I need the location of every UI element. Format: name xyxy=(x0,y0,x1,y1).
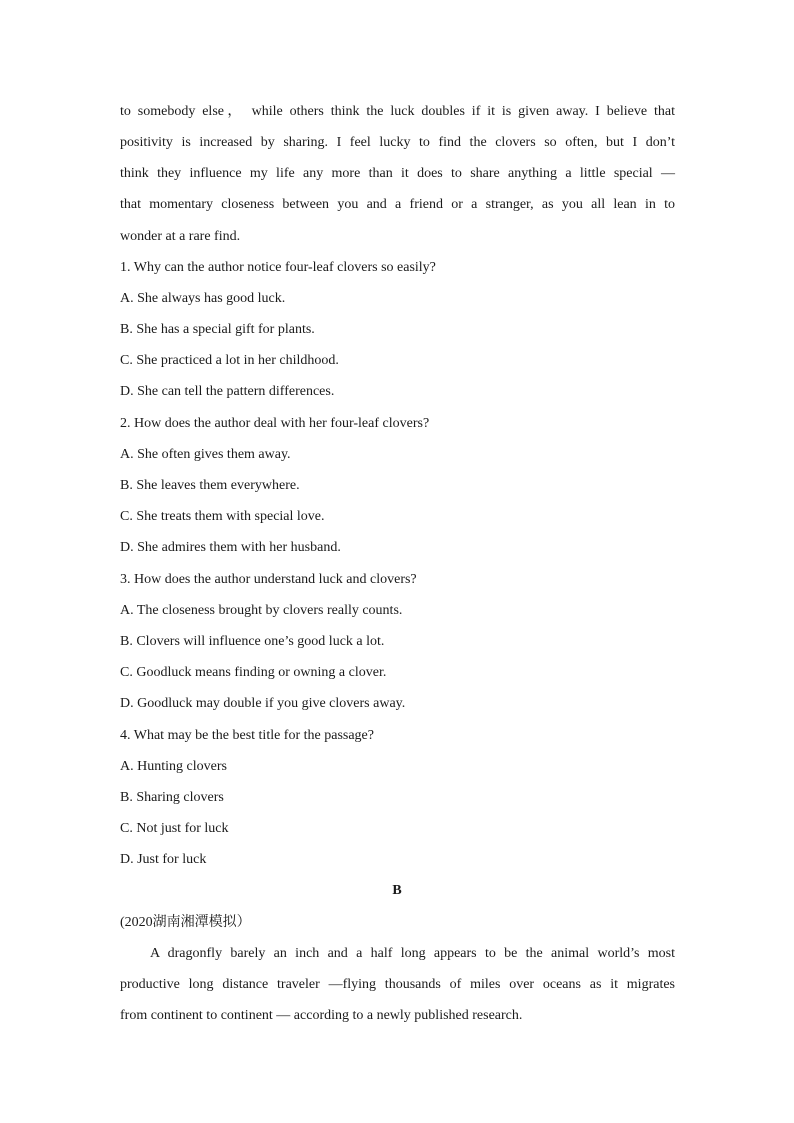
passage-a-line: think they influence my life any more than it does to share anything a little special — xyxy=(120,166,675,181)
answer-option: C. She treats them with special love. xyxy=(120,509,325,524)
answer-option: C. Goodluck means finding or owning a clover. xyxy=(120,665,387,680)
answer-option: B. She leaves them everywhere. xyxy=(120,478,300,493)
answer-option: C. She practiced a lot in her childhood. xyxy=(120,353,339,368)
passage-b-line: productive long distance traveler —flying thousands of miles over oceans as it migrates xyxy=(120,977,675,992)
passage-a-line: that momentary closeness between you and a friend or a stranger, as you all lean in to xyxy=(120,197,675,212)
answer-option: B. Clovers will influence one’s good luck a lot. xyxy=(120,634,385,649)
answer-option: D. Just for luck xyxy=(120,852,207,867)
answer-option: B. She has a special gift for plants. xyxy=(120,322,315,337)
passage-b-line: A dragonfly barely an inch and a half long appears to be the animal world’s most xyxy=(150,946,675,961)
answer-option: A. The closeness brought by clovers really counts. xyxy=(120,603,403,618)
passage-source: (2020湖南湘潭模拟） xyxy=(120,915,251,930)
answer-option: C. Not just for luck xyxy=(120,821,229,836)
answer-option: A. She always has good luck. xyxy=(120,291,286,306)
question-stem: 1. Why can the author notice four-leaf clovers so easily? xyxy=(120,260,436,275)
passage-a-line: positivity is increased by sharing. I feel lucky to find the clovers so often, but I don’t xyxy=(120,135,675,150)
answer-option: D. She can tell the pattern differences. xyxy=(120,384,335,399)
answer-option: B. Sharing clovers xyxy=(120,790,224,805)
answer-option: A. She often gives them away. xyxy=(120,447,291,462)
answer-option: A. Hunting clovers xyxy=(120,759,227,774)
section-heading: B xyxy=(392,883,402,898)
question-stem: 4. What may be the best title for the passage? xyxy=(120,728,374,743)
passage-b-line: from continent to continent — according to a newly published research. xyxy=(120,1008,523,1023)
answer-option: D. Goodluck may double if you give clovers away. xyxy=(120,696,406,711)
passage-a-line: to somebody else， while others think the luck doubles if it is given away. I believe that xyxy=(120,104,675,119)
passage-a-line: wonder at a rare find. xyxy=(120,229,241,244)
question-stem: 3. How does the author understand luck and clovers? xyxy=(120,572,417,587)
answer-option: D. She admires them with her husband. xyxy=(120,540,341,555)
question-stem: 2. How does the author deal with her four-leaf clovers? xyxy=(120,416,430,431)
